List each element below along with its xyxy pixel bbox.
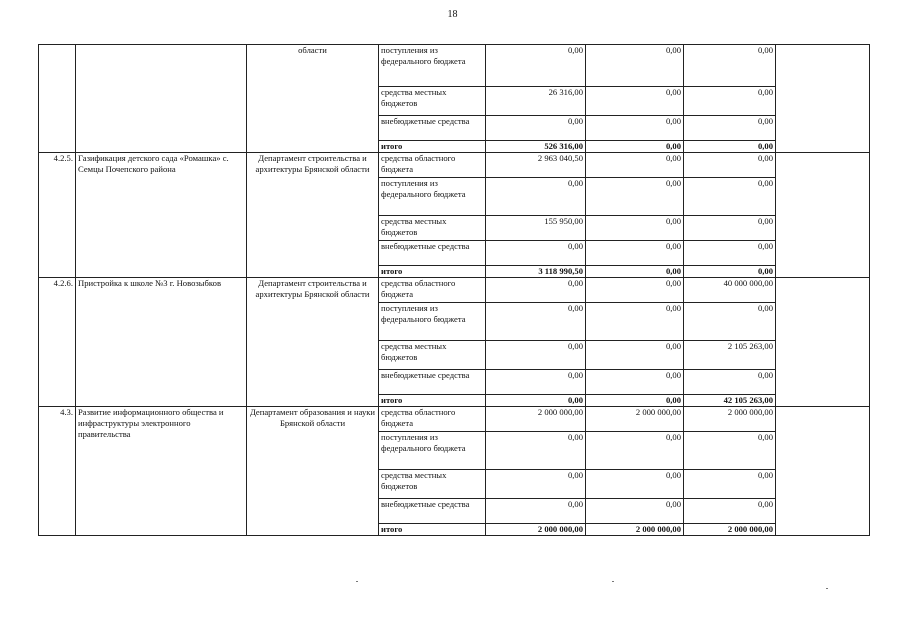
funding-source: средства местных бюджетов bbox=[379, 341, 486, 370]
amount-col-1: 0,00 bbox=[486, 432, 586, 470]
amount-col-1: 0,00 bbox=[486, 116, 586, 141]
table-row bbox=[39, 278, 870, 303]
amount-col-1: 526 316,00 bbox=[486, 141, 586, 153]
amount-col-3: 2 105 263,00 bbox=[684, 341, 776, 370]
amount-col-2: 0,00 bbox=[586, 116, 684, 141]
amount-col-2: 0,00 bbox=[586, 470, 684, 499]
funding-source: поступления из федерального бюджета bbox=[379, 303, 486, 341]
amount-col-2: 0,00 bbox=[586, 87, 684, 116]
amount-col-3: 0,00 bbox=[684, 178, 776, 216]
amount-col-3: 0,00 bbox=[684, 116, 776, 141]
amount-col-1: 0,00 bbox=[486, 303, 586, 341]
amount-col-1: 0,00 bbox=[486, 499, 586, 524]
amount-col-3: 0,00 bbox=[684, 266, 776, 278]
funding-source: итого bbox=[379, 395, 486, 407]
amount-col-3: 0,00 bbox=[684, 499, 776, 524]
amount-col-1: 2 000 000,00 bbox=[486, 407, 586, 432]
amount-col-1: 0,00 bbox=[486, 241, 586, 266]
amount-col-1: 0,00 bbox=[486, 395, 586, 407]
table-body bbox=[39, 45, 870, 536]
amount-col-1: 0,00 bbox=[486, 178, 586, 216]
amount-col-2: 0,00 bbox=[586, 370, 684, 395]
amount-col-3: 0,00 bbox=[684, 303, 776, 341]
amount-col-3: 42 105 263,00 bbox=[684, 395, 776, 407]
amount-col-1: 26 316,00 bbox=[486, 87, 586, 116]
amount-col-3: 0,00 bbox=[684, 470, 776, 499]
amount-col-3: 0,00 bbox=[684, 370, 776, 395]
row-code bbox=[39, 45, 76, 153]
funding-source: поступления из федерального бюджета bbox=[379, 45, 486, 87]
amount-col-2: 0,00 bbox=[586, 178, 684, 216]
row-code: 4.3. bbox=[39, 407, 76, 536]
table-row bbox=[39, 45, 870, 87]
funding-source: поступления из федерального бюджета bbox=[379, 432, 486, 470]
amount-col-3: 2 000 000,00 bbox=[684, 407, 776, 432]
funding-source: внебюджетные средства bbox=[379, 499, 486, 524]
amount-col-3: 0,00 bbox=[684, 87, 776, 116]
funding-source: итого bbox=[379, 141, 486, 153]
amount-col-2: 0,00 bbox=[586, 141, 684, 153]
notes-cell bbox=[776, 45, 870, 153]
amount-col-1: 0,00 bbox=[486, 341, 586, 370]
row-code: 4.2.5. bbox=[39, 153, 76, 278]
amount-col-2: 0,00 bbox=[586, 341, 684, 370]
row-name: Газификация детского сада «Ромашка» с. Семцы Почепского района bbox=[76, 153, 247, 278]
budget-table bbox=[38, 44, 870, 536]
scan-speck bbox=[612, 581, 614, 582]
amount-col-2: 0,00 bbox=[586, 241, 684, 266]
notes-cell bbox=[776, 407, 870, 536]
amount-col-2: 2 000 000,00 bbox=[586, 524, 684, 536]
amount-col-2: 0,00 bbox=[586, 266, 684, 278]
amount-col-2: 0,00 bbox=[586, 432, 684, 470]
amount-col-2: 0,00 bbox=[586, 395, 684, 407]
row-executor: Департамент строительства и архитектуры Брянской области bbox=[247, 278, 379, 407]
amount-col-2: 2 000 000,00 bbox=[586, 407, 684, 432]
scan-speck bbox=[356, 581, 358, 582]
amount-col-2: 0,00 bbox=[586, 278, 684, 303]
funding-source: средства областного бюджета bbox=[379, 153, 486, 178]
amount-col-2: 0,00 bbox=[586, 153, 684, 178]
table-row bbox=[39, 153, 870, 178]
amount-col-3: 40 000 000,00 bbox=[684, 278, 776, 303]
funding-source: внебюджетные средства bbox=[379, 370, 486, 395]
amount-col-3: 2 000 000,00 bbox=[684, 524, 776, 536]
amount-col-1: 0,00 bbox=[486, 370, 586, 395]
amount-col-3: 0,00 bbox=[684, 216, 776, 241]
amount-col-2: 0,00 bbox=[586, 499, 684, 524]
amount-col-1: 2 963 040,50 bbox=[486, 153, 586, 178]
funding-source: средства местных бюджетов bbox=[379, 87, 486, 116]
amount-col-3: 0,00 bbox=[684, 153, 776, 178]
amount-col-1: 0,00 bbox=[486, 278, 586, 303]
page-number: 18 bbox=[447, 9, 458, 20]
amount-col-2: 0,00 bbox=[586, 45, 684, 87]
funding-source: внебюджетные средства bbox=[379, 241, 486, 266]
amount-col-1: 0,00 bbox=[486, 45, 586, 87]
notes-cell bbox=[776, 153, 870, 278]
amount-col-1: 155 950,00 bbox=[486, 216, 586, 241]
amount-col-2: 0,00 bbox=[586, 216, 684, 241]
amount-col-1: 0,00 bbox=[486, 470, 586, 499]
row-name: Развитие информационного общества и инфраструктуры электронного правительства bbox=[76, 407, 247, 536]
row-name bbox=[76, 45, 247, 153]
funding-source: средства местных бюджетов bbox=[379, 470, 486, 499]
row-executor: Департамент строительства и архитектуры Брянской области bbox=[247, 153, 379, 278]
amount-col-3: 0,00 bbox=[684, 241, 776, 266]
funding-source: средства местных бюджетов bbox=[379, 216, 486, 241]
amount-col-3: 0,00 bbox=[684, 45, 776, 87]
amount-col-1: 3 118 990,50 bbox=[486, 266, 586, 278]
row-executor: Департамент образования и науки Брянской области bbox=[247, 407, 379, 536]
funding-source: итого bbox=[379, 266, 486, 278]
scan-speck bbox=[826, 588, 828, 589]
funding-source: итого bbox=[379, 524, 486, 536]
table-row bbox=[39, 407, 870, 432]
row-code: 4.2.6. bbox=[39, 278, 76, 407]
amount-col-3: 0,00 bbox=[684, 432, 776, 470]
funding-source: средства областного бюджета bbox=[379, 278, 486, 303]
amount-col-3: 0,00 bbox=[684, 141, 776, 153]
row-name: Пристройка к школе №3 г. Новозыбков bbox=[76, 278, 247, 407]
notes-cell bbox=[776, 278, 870, 407]
amount-col-1: 2 000 000,00 bbox=[486, 524, 586, 536]
funding-source: поступления из федерального бюджета bbox=[379, 178, 486, 216]
row-executor: области bbox=[247, 45, 379, 153]
funding-source: внебюджетные средства bbox=[379, 116, 486, 141]
amount-col-2: 0,00 bbox=[586, 303, 684, 341]
funding-source: средства областного бюджета bbox=[379, 407, 486, 432]
